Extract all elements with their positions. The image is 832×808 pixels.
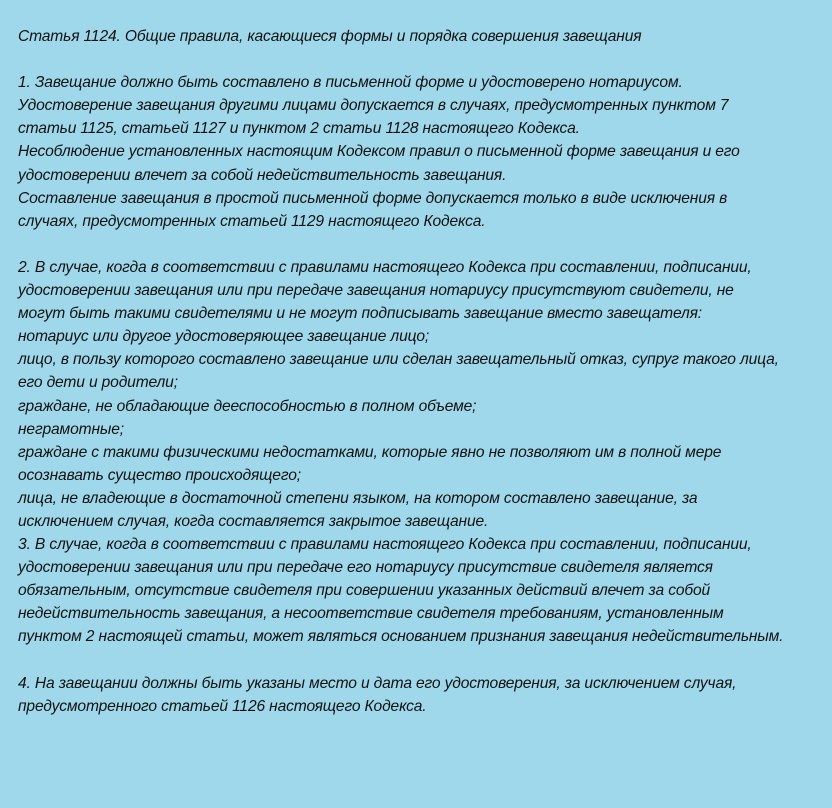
article-document	[18, 25, 818, 718]
paragraph-1-line: статьи 1125, статьей 1127 и пунктом 2 статьи 1128 настоящего Кодекса.	[18, 120, 580, 138]
paragraph-1-line: Несоблюдение установленных настоящим Кодексом правил о письменной форме завещания и его	[18, 143, 740, 161]
paragraph-2-line: граждане, не обладающие дееспособностью в полном объеме;	[18, 397, 477, 415]
paragraph-2-line: могут быть такими свидетелями и не могут подписывать завещание вместо завещателя:	[18, 305, 702, 323]
paragraph-2-line: граждане с такими физическими недостатками, которые явно не позволяют им в полной мере	[18, 443, 722, 461]
paragraph-2-line: 2. В случае, когда в соответствии с правилами настоящего Кодекса при составлении, подписании,	[18, 258, 752, 276]
paragraph-3-line: удостоверении завещания или при передаче его нотариусу присутствие свидетеля является	[18, 559, 713, 577]
paragraph-2-line: лицо, в пользу которого составлено завещание или сделан завещательный отказ, супруг такого лица,	[18, 351, 779, 369]
paragraph-2-line: исключением случая, когда составляется закрытое завещание.	[18, 512, 489, 530]
paragraph-2	[18, 256, 818, 533]
paragraph-3-line: обязательным, отсутствие свидетеля при совершении указанных действий влечет за собой	[18, 582, 711, 600]
paragraph-2-line: лица, не владеющие в достаточной степени языком, на котором составлено завещание, за	[18, 489, 698, 507]
paragraph-3	[18, 533, 818, 648]
paragraph-spacer	[18, 233, 818, 256]
paragraph-2-line: нотариус или другое удостоверяющее завещание лицо;	[18, 328, 430, 346]
paragraph-1-line: Удостоверение завещания другими лицами допускается в случаях, предусмотренных пунктом 7	[18, 97, 729, 115]
paragraph-1-line: Составление завещания в простой письменной форме допускается только в виде исключения в	[18, 189, 728, 207]
paragraph-1	[18, 71, 818, 233]
paragraph-3-line: недействительность завещания, а несоответствие свидетеля требованиям, установленным	[18, 605, 724, 623]
paragraph-1-line: удостоверении влечет за собой недействительность завещания.	[18, 166, 507, 184]
paragraph-4-line: предусмотренного статьей 1126 настоящего Кодекса.	[18, 697, 427, 715]
paragraph-2-line: удостоверении завещания или при передаче завещания нотариусу присутствуют свидетели, не	[18, 282, 734, 300]
paragraph-spacer	[18, 48, 818, 71]
paragraph-2-line: его дети и родители;	[18, 374, 178, 392]
paragraph-1-line: случаях, предусмотренных статьей 1129 настоящего Кодекса.	[18, 212, 486, 230]
paragraph-3-line: 3. В случае, когда в соответствии с правилами настоящего Кодекса при составлении, подписании,	[18, 536, 752, 554]
paragraph-1-line: 1. Завещание должно быть составлено в письменной форме и удостоверено нотариусом.	[18, 74, 683, 92]
paragraph-2-line: неграмотные;	[18, 420, 124, 438]
paragraph-spacer	[18, 649, 818, 672]
article-title: Статья 1124. Общие правила, касающиеся формы и порядка совершения завещания	[18, 28, 642, 45]
paragraph-4-line: 4. На завещании должны быть указаны место и дата его удостоверения, за исключением случая,	[18, 674, 737, 692]
paragraph-2-line: осознавать существо происходящего;	[18, 466, 301, 484]
paragraph-4	[18, 672, 818, 718]
paragraph-3-line: пунктом 2 настоящей статьи, может являться основанием признания завещания недействительным.	[18, 628, 784, 646]
